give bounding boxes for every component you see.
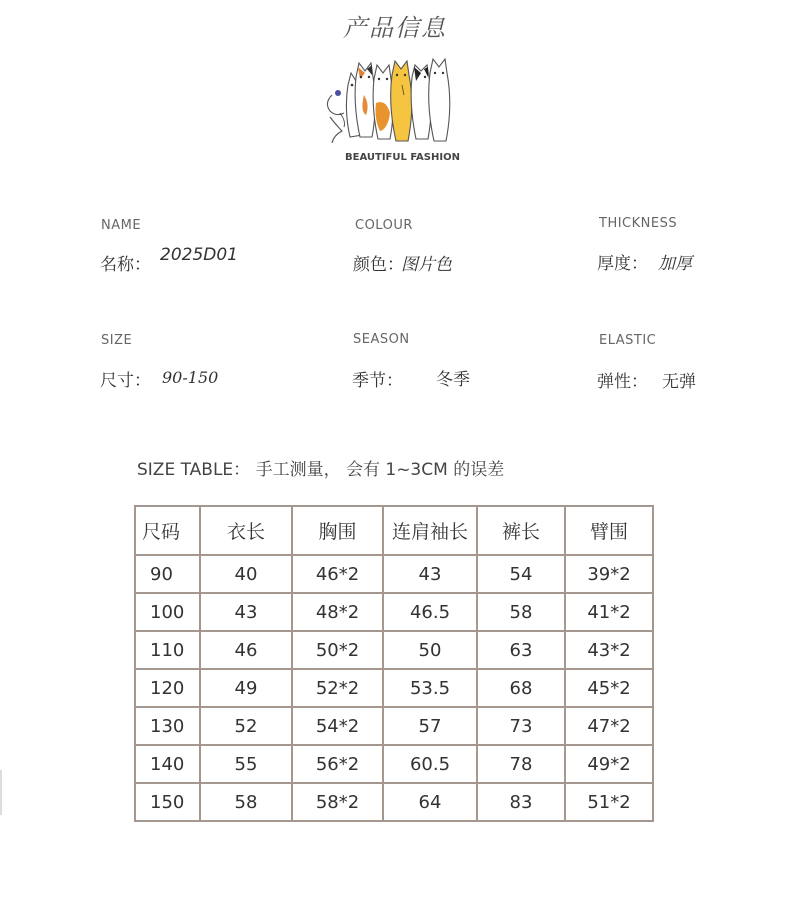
table-cell: 51*2 [565, 783, 653, 821]
header-length: 衣长 [200, 506, 292, 555]
table-cell: 58 [200, 783, 292, 821]
table-cell: 41*2 [565, 593, 653, 631]
table-cell: 60.5 [383, 745, 477, 783]
header-hip: 臂围 [565, 506, 653, 555]
cat-black-white [411, 65, 431, 139]
season-value: 冬季 [436, 370, 470, 390]
table-cell: 120 [135, 669, 200, 707]
table-cell: 140 [135, 745, 200, 783]
table-cell: 46*2 [292, 555, 383, 593]
header-chest: 胸围 [292, 506, 383, 555]
table-cell: 52 [200, 707, 292, 745]
table-cell: 68 [477, 669, 565, 707]
table-cell: 64 [383, 783, 477, 821]
logo-text: BEAUTIFUL FASHION [345, 152, 460, 163]
table-cell: 54*2 [292, 707, 383, 745]
table-cell: 58 [477, 593, 565, 631]
table-cell: 40 [200, 555, 292, 593]
table-cell: 43 [383, 555, 477, 593]
table-cell: 100 [135, 593, 200, 631]
table-cell: 49*2 [565, 745, 653, 783]
table-cell: 83 [477, 783, 565, 821]
table-cell: 90 [135, 555, 200, 593]
size-table-title: SIZE TABLE： 手工测量， 会有 1~3CM 的误差 [137, 460, 505, 480]
table-row [135, 707, 653, 745]
edge-divider [0, 770, 2, 815]
table-cell: 52*2 [292, 669, 383, 707]
table-cell: 46.5 [383, 593, 477, 631]
header-size: 尺码 [135, 506, 200, 555]
table-cell: 46 [200, 631, 292, 669]
elastic-value: 无弹 [662, 372, 696, 392]
table-cell: 57 [383, 707, 477, 745]
season-label: SEASON [353, 332, 410, 347]
size-table [134, 505, 654, 822]
size-label: SIZE [101, 333, 133, 348]
table-row [135, 555, 653, 593]
header-pants-length: 裤长 [477, 506, 565, 555]
thickness-value: 加厚 [658, 254, 692, 274]
colour-value: 图片色 [401, 255, 452, 275]
table-cell: 39*2 [565, 555, 653, 593]
table-row [135, 745, 653, 783]
table-cell: 50 [383, 631, 477, 669]
table-cell: 43*2 [565, 631, 653, 669]
table-cell: 78 [477, 745, 565, 783]
size-key: 尺寸： [100, 371, 151, 391]
table-cell: 54 [477, 555, 565, 593]
elastic-label: ELASTIC [599, 333, 657, 348]
table-cell: 63 [477, 631, 565, 669]
name-key: 名称： [100, 255, 151, 275]
cat-calico [355, 63, 375, 137]
colour-label: COLOUR [355, 218, 413, 233]
name-value: 2025D01 [160, 245, 238, 265]
table-cell: 150 [135, 783, 200, 821]
table-cell: 58*2 [292, 783, 383, 821]
table-cell: 43 [200, 593, 292, 631]
cat-white-right [429, 59, 450, 141]
table-row [135, 669, 653, 707]
table-cell: 49 [200, 669, 292, 707]
table-cell: 110 [135, 631, 200, 669]
name-label: NAME [101, 218, 142, 233]
table-row [135, 631, 653, 669]
table-cell: 56*2 [292, 745, 383, 783]
table-cell: 55 [200, 745, 292, 783]
table-cell: 73 [477, 707, 565, 745]
header-sleeve: 连肩袖长 [383, 506, 477, 555]
colour-key: 颜色： [353, 255, 404, 275]
size-table-header-row [135, 506, 653, 555]
season-key: 季节： [352, 371, 403, 391]
table-cell: 47*2 [565, 707, 653, 745]
table-cell: 48*2 [292, 593, 383, 631]
table-cell: 130 [135, 707, 200, 745]
size-value: 90-150 [162, 368, 219, 387]
table-cell: 53.5 [383, 669, 477, 707]
elastic-key: 弹性： [597, 372, 648, 392]
page-title: 产品信息 [343, 14, 447, 42]
cat-yellow [391, 61, 412, 141]
table-row [135, 783, 653, 821]
table-cell: 50*2 [292, 631, 383, 669]
table-row [135, 593, 653, 631]
thickness-label: THICKNESS [599, 216, 678, 231]
table-cell: 45*2 [565, 669, 653, 707]
thickness-key: 厚度： [597, 254, 648, 274]
